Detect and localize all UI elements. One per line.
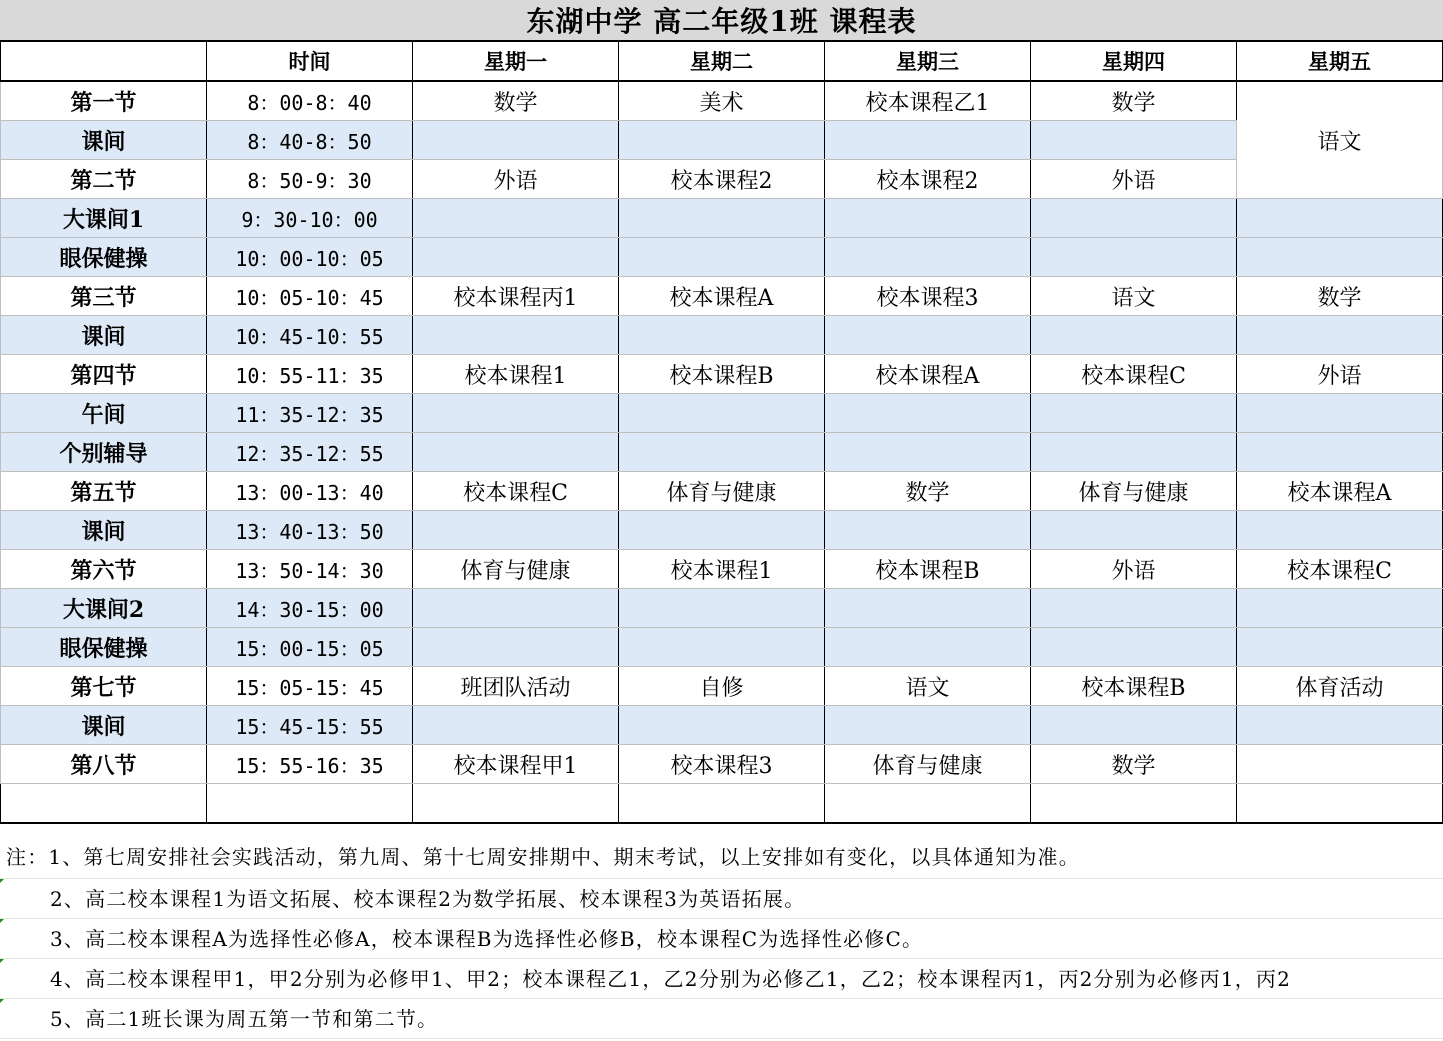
cell-marker-icon bbox=[0, 879, 4, 883]
period-label: 第三节 bbox=[1, 277, 207, 316]
course-cell bbox=[619, 433, 825, 472]
course-cell: 数学 bbox=[1237, 277, 1443, 316]
course-cell: 外语 bbox=[1237, 355, 1443, 394]
course-cell bbox=[1031, 589, 1237, 628]
note-5-text: 5、高二1班长课为周五第一节和第二节。 bbox=[50, 1007, 439, 1031]
course-cell bbox=[1031, 433, 1237, 472]
header-cell: 星期四 bbox=[1031, 41, 1237, 81]
empty-cell bbox=[1237, 784, 1443, 824]
course-cell: 校本课程3 bbox=[825, 277, 1031, 316]
table-row bbox=[1, 589, 1443, 628]
course-cell: 校本课程C bbox=[1031, 355, 1237, 394]
period-label: 大课间1 bbox=[1, 199, 207, 238]
course-cell: 数学 bbox=[825, 472, 1031, 511]
merged-friday-cell: 语文 bbox=[1237, 81, 1443, 199]
course-cell: 校本课程甲1 bbox=[413, 745, 619, 784]
course-cell bbox=[413, 238, 619, 277]
course-cell bbox=[825, 238, 1031, 277]
table-row bbox=[1, 667, 1443, 706]
table-row bbox=[1, 355, 1443, 394]
period-label: 眼保健操 bbox=[1, 238, 207, 277]
note-3 bbox=[0, 919, 1443, 959]
course-cell bbox=[825, 706, 1031, 745]
note-2-text: 2、高二校本课程1为语文拓展、校本课程2为数学拓展、校本课程3为英语拓展。 bbox=[50, 887, 806, 911]
course-cell bbox=[825, 316, 1031, 355]
course-cell: 外语 bbox=[1031, 550, 1237, 589]
period-time: 15：55-16：35 bbox=[207, 745, 413, 784]
period-label: 第八节 bbox=[1, 745, 207, 784]
period-time: 15：00-15：05 bbox=[207, 628, 413, 667]
table-row bbox=[1, 550, 1443, 589]
period-time: 10：55-11：35 bbox=[207, 355, 413, 394]
course-cell: 校本课程2 bbox=[825, 160, 1031, 199]
period-time: 11：35-12：35 bbox=[207, 394, 413, 433]
course-cell bbox=[413, 628, 619, 667]
table-row bbox=[1, 160, 1443, 199]
table-row bbox=[1, 745, 1443, 784]
period-time: 13：40-13：50 bbox=[207, 511, 413, 550]
empty-cell bbox=[1, 784, 207, 824]
note-2 bbox=[0, 879, 1443, 919]
table-row-empty bbox=[1, 784, 1443, 824]
course-cell bbox=[825, 394, 1031, 433]
period-time: 10：00-10：05 bbox=[207, 238, 413, 277]
cell-marker-icon bbox=[0, 999, 4, 1003]
table-row bbox=[1, 238, 1443, 277]
course-cell: 体育活动 bbox=[1237, 667, 1443, 706]
empty-cell bbox=[825, 784, 1031, 824]
note-3-text: 3、高二校本课程A为选择性必修A，校本课程B为选择性必修B，校本课程C为选择性必修C。 bbox=[50, 927, 924, 951]
course-cell bbox=[619, 238, 825, 277]
course-cell bbox=[1031, 394, 1237, 433]
header-cell bbox=[1, 41, 207, 81]
period-label: 课间 bbox=[1, 121, 207, 160]
period-time: 15：45-15：55 bbox=[207, 706, 413, 745]
period-time: 13：00-13：40 bbox=[207, 472, 413, 511]
period-label: 第五节 bbox=[1, 472, 207, 511]
course-cell bbox=[1237, 238, 1443, 277]
table-row bbox=[1, 81, 1443, 121]
notes-section bbox=[0, 839, 1443, 1039]
period-label: 课间 bbox=[1, 511, 207, 550]
empty-cell bbox=[413, 784, 619, 824]
course-cell bbox=[1031, 316, 1237, 355]
period-time: 9：30-10：00 bbox=[207, 199, 413, 238]
course-cell: 校本课程1 bbox=[413, 355, 619, 394]
course-cell bbox=[1031, 238, 1237, 277]
course-cell bbox=[1237, 628, 1443, 667]
course-cell bbox=[1031, 511, 1237, 550]
course-cell bbox=[1237, 706, 1443, 745]
course-cell bbox=[619, 199, 825, 238]
course-cell bbox=[825, 433, 1031, 472]
course-cell: 校本课程C bbox=[413, 472, 619, 511]
course-cell bbox=[1237, 511, 1443, 550]
period-label: 课间 bbox=[1, 706, 207, 745]
course-cell: 校本课程2 bbox=[619, 160, 825, 199]
course-cell bbox=[413, 433, 619, 472]
course-cell: 数学 bbox=[1031, 81, 1237, 121]
course-cell bbox=[1031, 706, 1237, 745]
course-cell: 体育与健康 bbox=[1031, 472, 1237, 511]
table-row bbox=[1, 277, 1443, 316]
header-cell: 星期一 bbox=[413, 41, 619, 81]
course-cell: 校本课程1 bbox=[619, 550, 825, 589]
period-label: 个别辅导 bbox=[1, 433, 207, 472]
cell-marker-icon bbox=[0, 919, 4, 923]
course-cell bbox=[619, 511, 825, 550]
course-cell: 自修 bbox=[619, 667, 825, 706]
period-time: 8：40-8：50 bbox=[207, 121, 413, 160]
period-label: 课间 bbox=[1, 316, 207, 355]
course-cell bbox=[619, 628, 825, 667]
table-row bbox=[1, 628, 1443, 667]
course-cell: 校本课程3 bbox=[619, 745, 825, 784]
period-time: 10：45-10：55 bbox=[207, 316, 413, 355]
course-cell: 体育与健康 bbox=[619, 472, 825, 511]
table-row bbox=[1, 706, 1443, 745]
cell-marker-icon bbox=[0, 959, 4, 963]
header-cell: 星期三 bbox=[825, 41, 1031, 81]
course-cell: 校本课程B bbox=[619, 355, 825, 394]
course-cell bbox=[1237, 589, 1443, 628]
period-label: 第七节 bbox=[1, 667, 207, 706]
course-cell: 校本课程A bbox=[1237, 472, 1443, 511]
note-4-text: 4、高二校本课程甲1，甲2分别为必修甲1、甲2；校本课程乙1，乙2分别为必修乙1，乙2；校本课程丙1，丙2分别为必修丙1，丙2 bbox=[50, 967, 1292, 991]
course-cell bbox=[825, 589, 1031, 628]
course-cell: 校本课程C bbox=[1237, 550, 1443, 589]
period-time: 12：35-12：55 bbox=[207, 433, 413, 472]
period-time: 14：30-15：00 bbox=[207, 589, 413, 628]
course-cell: 校本课程A bbox=[825, 355, 1031, 394]
course-cell: 校本课程B bbox=[825, 550, 1031, 589]
empty-cell bbox=[207, 784, 413, 824]
period-time: 8：00-8：40 bbox=[207, 81, 413, 121]
course-cell bbox=[825, 199, 1031, 238]
period-label: 第四节 bbox=[1, 355, 207, 394]
course-cell bbox=[413, 511, 619, 550]
course-cell: 数学 bbox=[413, 81, 619, 121]
table-row bbox=[1, 511, 1443, 550]
course-cell bbox=[825, 511, 1031, 550]
empty-cell bbox=[619, 784, 825, 824]
course-cell bbox=[1237, 199, 1443, 238]
header-cell: 星期二 bbox=[619, 41, 825, 81]
course-cell: 语文 bbox=[1031, 277, 1237, 316]
course-cell bbox=[413, 589, 619, 628]
course-cell bbox=[619, 316, 825, 355]
course-cell bbox=[1031, 121, 1237, 160]
header-row bbox=[1, 41, 1443, 81]
note-5 bbox=[0, 999, 1443, 1039]
course-cell: 校本课程乙1 bbox=[825, 81, 1031, 121]
course-cell: 语文 bbox=[825, 667, 1031, 706]
period-label: 第一节 bbox=[1, 81, 207, 121]
table-row bbox=[1, 121, 1443, 160]
note-1: 注：1、第七周安排社会实践活动，第九周、第十七周安排期中、期末考试，以上安排如有变化，以具体通知为准。 bbox=[0, 839, 1443, 879]
empty-cell bbox=[1031, 784, 1237, 824]
course-cell: 班团队活动 bbox=[413, 667, 619, 706]
period-label: 眼保健操 bbox=[1, 628, 207, 667]
header-cell: 时间 bbox=[207, 41, 413, 81]
table-row bbox=[1, 199, 1443, 238]
course-cell: 外语 bbox=[413, 160, 619, 199]
course-cell: 校本课程A bbox=[619, 277, 825, 316]
course-cell bbox=[825, 628, 1031, 667]
period-time: 15：05-15：45 bbox=[207, 667, 413, 706]
timetable bbox=[0, 40, 1443, 824]
course-cell bbox=[1237, 316, 1443, 355]
note-4 bbox=[0, 959, 1443, 999]
course-cell bbox=[413, 316, 619, 355]
period-time: 8：50-9：30 bbox=[207, 160, 413, 199]
course-cell bbox=[619, 589, 825, 628]
course-cell bbox=[1237, 394, 1443, 433]
table-row bbox=[1, 472, 1443, 511]
course-cell: 校本课程丙1 bbox=[413, 277, 619, 316]
course-cell: 外语 bbox=[1031, 160, 1237, 199]
period-time: 13：50-14：30 bbox=[207, 550, 413, 589]
course-cell bbox=[1031, 199, 1237, 238]
course-cell bbox=[825, 121, 1031, 160]
course-cell: 数学 bbox=[1031, 745, 1237, 784]
course-cell bbox=[1237, 745, 1443, 784]
header-cell: 星期五 bbox=[1237, 41, 1443, 81]
course-cell bbox=[619, 706, 825, 745]
course-cell: 美术 bbox=[619, 81, 825, 121]
timetable-title: 东湖中学 高二年级1班 课程表 bbox=[0, 0, 1443, 40]
period-label: 大课间2 bbox=[1, 589, 207, 628]
course-cell bbox=[413, 394, 619, 433]
period-time: 10：05-10：45 bbox=[207, 277, 413, 316]
course-cell bbox=[619, 121, 825, 160]
course-cell bbox=[413, 706, 619, 745]
course-cell bbox=[413, 121, 619, 160]
table-row bbox=[1, 433, 1443, 472]
course-cell: 体育与健康 bbox=[413, 550, 619, 589]
course-cell bbox=[1031, 628, 1237, 667]
period-label: 第二节 bbox=[1, 160, 207, 199]
course-cell bbox=[619, 394, 825, 433]
table-row bbox=[1, 316, 1443, 355]
course-cell bbox=[1237, 433, 1443, 472]
period-label: 第六节 bbox=[1, 550, 207, 589]
course-cell bbox=[413, 199, 619, 238]
period-label: 午间 bbox=[1, 394, 207, 433]
course-cell: 体育与健康 bbox=[825, 745, 1031, 784]
table-row bbox=[1, 394, 1443, 433]
course-cell: 校本课程B bbox=[1031, 667, 1237, 706]
